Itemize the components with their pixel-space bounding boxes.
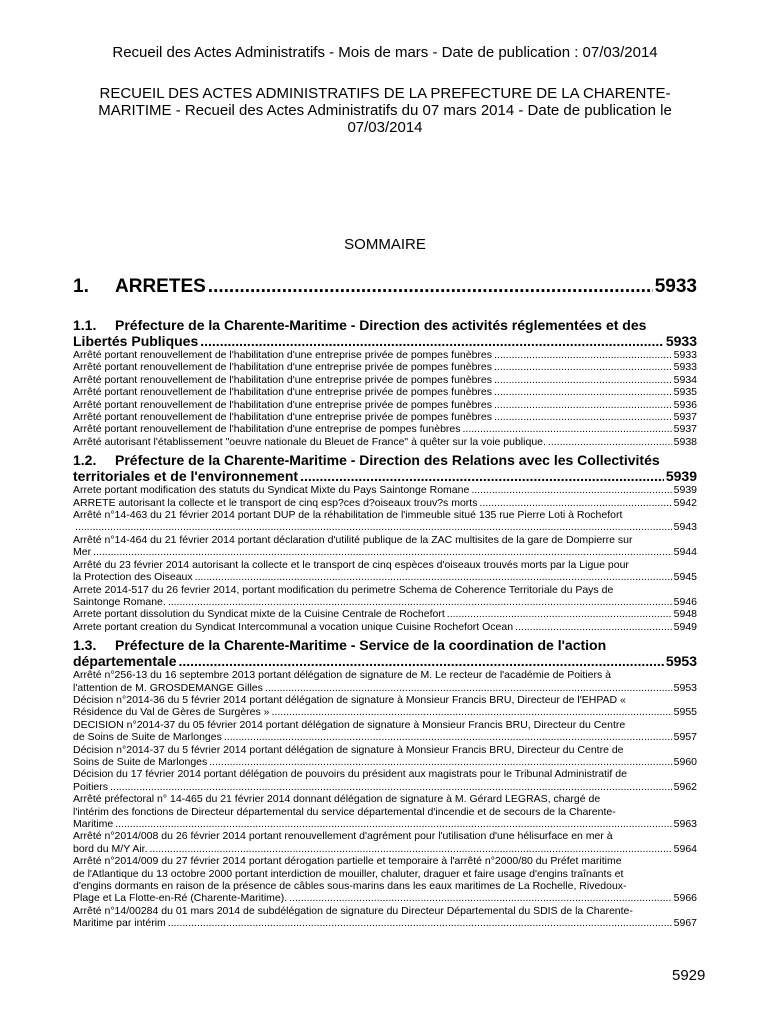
dot-leader bbox=[479, 497, 671, 509]
toc-entry[interactable] bbox=[73, 744, 697, 769]
entry-text-end: Mer bbox=[73, 546, 92, 559]
entry-line bbox=[73, 497, 697, 509]
entry-text: Arrete portant creation du Syndicat Intercommunal a vocation unique Cuisine Rochefort Ocean bbox=[73, 620, 514, 633]
entry-last-line bbox=[73, 546, 697, 558]
document-title: RECUEIL DES ACTES ADMINISTRATIFS DE LA PREFECTURE DE LA CHARENTE-MARITIME - Recueil des Actes Administratifs du 07 mars 2014 - Date de publication le 07/03/2014 bbox=[98, 85, 672, 136]
entry-last-line bbox=[73, 571, 697, 583]
entry-text-end: la Protection des Oiseaux bbox=[73, 571, 193, 584]
section-title: Préfecture de la Charente-Maritime - Direction des activités réglementées et des bbox=[115, 317, 647, 333]
toc-entry[interactable] bbox=[73, 719, 697, 744]
entry-text: Arrêté portant renouvellement de l'habilitation d'une entreprise privée de pompes funèbres bbox=[73, 398, 493, 411]
dot-leader bbox=[494, 374, 672, 386]
toc-entry[interactable] bbox=[73, 361, 697, 373]
toc-entry[interactable] bbox=[73, 374, 697, 386]
entry-page: 5964 bbox=[673, 842, 697, 855]
toc-entry[interactable] bbox=[73, 559, 697, 584]
entry-last-line bbox=[73, 781, 697, 793]
page-number: 5929 bbox=[672, 967, 706, 984]
section-title-cont: Libertés Publiques bbox=[73, 333, 199, 349]
dot-leader bbox=[110, 781, 672, 793]
chapter-number: 1. bbox=[73, 276, 89, 297]
entry-page: 5938 bbox=[673, 435, 697, 448]
toc-entry[interactable] bbox=[73, 497, 697, 509]
section-page: 5933 bbox=[665, 333, 697, 349]
dot-leader bbox=[494, 349, 672, 361]
dot-leader bbox=[209, 756, 671, 768]
entry-page: 5955 bbox=[673, 706, 697, 719]
entry-text: Arrete 2014-517 du 26 fevrier 2014, portant modification du perimetre Schema de Coherence Territoriale du Pays de bbox=[73, 583, 614, 596]
toc-entry[interactable] bbox=[73, 584, 697, 609]
toc-entry[interactable] bbox=[73, 793, 697, 830]
entry-line bbox=[73, 374, 697, 386]
entry-last-line bbox=[73, 818, 697, 830]
entry-last-line bbox=[73, 756, 697, 768]
chapter-label: ARRETES bbox=[115, 276, 206, 297]
entry-text: Décision n°2014-36 du 5 février 2014 portant délégation de signature à Monsieur Francis BRU, Directeur de l'EHPAD « bbox=[73, 693, 626, 706]
entry-page: 5953 bbox=[673, 681, 697, 694]
entry-page: 5943 bbox=[673, 521, 697, 534]
running-header: Recueil des Actes Administratifs - Mois de mars - Date de publication : 07/03/2014 bbox=[112, 44, 658, 61]
entry-text-end: Saintonge Romane. bbox=[73, 595, 166, 608]
dot-leader bbox=[224, 731, 672, 743]
entry-text-end: bord du M/Y Air. bbox=[73, 842, 148, 855]
section-title-cont: territoriales et de l'environnement bbox=[73, 468, 299, 485]
section-number: 1.2. bbox=[73, 452, 97, 469]
entry-last-line bbox=[73, 596, 697, 608]
entry-line bbox=[73, 411, 697, 423]
entry-text: Arrêté portant renouvellement de l'habilitation d'une entreprise privée de pompes funèbres bbox=[73, 386, 493, 399]
section-title-line1 bbox=[73, 637, 697, 653]
entry-text-end: Résidence du Val de Gères de Surgères » bbox=[73, 706, 270, 719]
dot-leader bbox=[300, 468, 664, 484]
toc-entry[interactable] bbox=[73, 669, 697, 694]
toc-entry[interactable] bbox=[73, 534, 697, 559]
entry-text-cont: de l'Atlantique du 13 octobre 2000 portant interdiction de mouiller, chaluter, draguer et faire usage d'engins traînants et bbox=[73, 867, 624, 880]
dot-leader bbox=[195, 571, 672, 583]
entry-last-line bbox=[73, 917, 697, 929]
entry-page: 5948 bbox=[673, 608, 697, 621]
entry-text: Arrêté n°2014/009 du 27 février 2014 portant dérogation partielle et temporaire à l'arrêté n°2000/80 du Préfet maritime bbox=[73, 855, 622, 868]
toc-entry[interactable] bbox=[73, 830, 697, 855]
dot-leader bbox=[208, 276, 653, 298]
entry-text: Arrêté préfectoral n° 14-465 du 21 février 2014 donnant délégation de signature à M. Gérard LEGRAS, chargé de bbox=[73, 793, 601, 806]
entry-text: Arrêté portant renouvellement de l'habilitation d'une entreprise privée de pompes funèbres bbox=[73, 373, 493, 386]
entry-page: 5944 bbox=[673, 546, 697, 559]
entry-text-end: Plage et La Flotte-en-Ré (Charente-Maritime). bbox=[73, 892, 288, 905]
dot-leader bbox=[115, 818, 671, 830]
dot-leader bbox=[515, 621, 672, 633]
entry-text: Arrêté n°14/00284 du 01 mars 2014 de subdélégation de signature du Directeur Départemental du SDIS de la Charente- bbox=[73, 904, 633, 917]
entry-text: Arrêté n°14-463 du 21 février 2014 portant DUP de la réhabilitation de l'immeuble situé 135 rue Pierre Loti à Rochefort bbox=[73, 509, 623, 522]
entry-text-end: Maritime par intérim bbox=[73, 917, 166, 930]
entry-line bbox=[73, 608, 697, 620]
toc-entry[interactable] bbox=[73, 855, 697, 905]
toc-chapter-arretes[interactable] bbox=[73, 276, 697, 298]
dot-leader bbox=[93, 546, 672, 558]
entry-last-line bbox=[73, 706, 697, 718]
entry-page: 5967 bbox=[673, 917, 697, 930]
toc-entry[interactable] bbox=[73, 608, 697, 620]
toc-section[interactable] bbox=[73, 317, 697, 349]
section-page: 5953 bbox=[665, 653, 697, 670]
dot-leader bbox=[447, 608, 672, 620]
section-title-line2 bbox=[73, 468, 697, 484]
toc-entry[interactable] bbox=[73, 694, 697, 719]
toc-entry[interactable] bbox=[73, 484, 697, 496]
dot-leader bbox=[471, 484, 671, 496]
section-title-line2 bbox=[73, 653, 697, 669]
entry-page: 5957 bbox=[673, 731, 697, 744]
section-title-cont: départementale bbox=[73, 653, 177, 670]
entry-last-line bbox=[73, 843, 697, 855]
entry-text: Arrêté n°14-464 du 21 février 2014 portant déclaration d'utilité publique de la ZAC multisites de la gare de Dompierre sur bbox=[73, 533, 633, 546]
section-title-line1 bbox=[73, 317, 697, 333]
section-title: Préfecture de la Charente-Maritime - Direction des Relations avec les Collectivités bbox=[115, 452, 660, 469]
dot-leader bbox=[494, 399, 672, 411]
dot-leader bbox=[494, 361, 672, 373]
entry-text: Arrêté autorisant l'établissement "oeuvre nationale du Bleuet de France" à quêter sur la voie publique. bbox=[73, 435, 546, 448]
dot-leader bbox=[150, 843, 672, 855]
toc-entry[interactable] bbox=[73, 386, 697, 398]
entry-line bbox=[73, 361, 697, 373]
entry-last-line bbox=[73, 731, 697, 743]
entry-line bbox=[73, 436, 697, 448]
dot-leader bbox=[178, 653, 663, 669]
entry-page: 5966 bbox=[673, 892, 697, 905]
section-number: 1.1. bbox=[73, 317, 97, 333]
entry-text: Arrete portant dissolution du Syndicat mixte de la Cuisine Centrale de Rochefort bbox=[73, 608, 445, 621]
entry-text: Décision du 17 février 2014 portant délégation de pouvoirs du président aux magistrats pour le Tribunal Administratif de bbox=[73, 768, 627, 781]
toc-section[interactable] bbox=[73, 637, 697, 669]
entry-page: 5949 bbox=[673, 620, 697, 633]
section-title: Préfecture de la Charente-Maritime - Service de la coordination de l'action bbox=[115, 637, 607, 654]
toc-entry[interactable] bbox=[73, 621, 697, 633]
entry-page: 5934 bbox=[673, 373, 697, 386]
toc-entry[interactable] bbox=[73, 905, 697, 930]
entry-text: Arrêté portant renouvellement de l'habilitation d'une entreprise privée de pompes funèbres bbox=[73, 361, 493, 374]
entry-page: 5935 bbox=[673, 386, 697, 399]
entry-text-cont: l'intérim des fonctions de Directeur départemental du service départemental d'incendie et de secours de la Charente- bbox=[73, 805, 616, 818]
entry-page: 5945 bbox=[673, 571, 697, 584]
entry-page: 5946 bbox=[673, 595, 697, 608]
entry-last-line bbox=[73, 892, 697, 904]
entry-text-end: Soins de Suite de Marlonges bbox=[73, 755, 208, 768]
entry-line bbox=[73, 621, 697, 633]
dot-leader bbox=[494, 386, 672, 398]
entry-line bbox=[73, 423, 697, 435]
entry-page: 5933 bbox=[673, 349, 697, 361]
entry-text: Arrete portant modification des statuts du Syndicat Mixte du Pays Saintonge Romane bbox=[73, 484, 470, 497]
chapter-page: 5933 bbox=[654, 276, 697, 297]
toc-section[interactable] bbox=[73, 452, 697, 484]
entry-line bbox=[73, 399, 697, 411]
entry-page: 5937 bbox=[673, 411, 697, 424]
entry-text: Arrêté portant renouvellement de l'habilitation d'une entreprise de pompes funèbres bbox=[73, 423, 461, 436]
entry-text: Arrêté n°256-13 du 16 septembre 2013 portant délégation de signature de M. Le recteur de l'académie de Poitiers à bbox=[73, 669, 611, 682]
entry-line bbox=[73, 484, 697, 496]
toc-entry[interactable] bbox=[73, 436, 697, 448]
entry-last-line bbox=[73, 682, 697, 694]
toc-entry[interactable] bbox=[73, 509, 697, 534]
entry-text: Arrêté portant renouvellement de l'habilitation d'une entreprise privée de pompes funèbres bbox=[73, 349, 493, 361]
entry-last-line bbox=[73, 521, 697, 533]
dot-leader bbox=[548, 436, 672, 448]
entry-page: 5963 bbox=[673, 818, 697, 830]
dot-leader bbox=[75, 521, 672, 533]
entry-text: Arrêté portant renouvellement de l'habilitation d'une entreprise privée de pompes funèbres bbox=[73, 411, 493, 424]
dot-leader bbox=[265, 682, 672, 694]
sommaire-heading: SOMMAIRE bbox=[344, 236, 426, 253]
entry-page: 5937 bbox=[673, 423, 697, 436]
entry-text-end: Poitiers bbox=[73, 780, 109, 793]
entry-page: 5933 bbox=[673, 361, 697, 374]
dot-leader bbox=[494, 411, 672, 423]
dot-leader bbox=[168, 917, 672, 929]
dot-leader bbox=[289, 892, 671, 904]
entry-line bbox=[73, 349, 697, 361]
entry-page: 5962 bbox=[673, 780, 697, 793]
section-number: 1.3. bbox=[73, 637, 97, 654]
entry-text: Arrêté n°2014/008 du 26 février 2014 portant renouvellement d'agrément pour l'utilisation d'une hélisurface en mer à bbox=[73, 830, 613, 843]
dot-leader bbox=[200, 333, 664, 349]
toc-entry[interactable] bbox=[73, 411, 697, 423]
toc-entry[interactable] bbox=[73, 349, 697, 361]
entry-page: 5939 bbox=[673, 484, 697, 497]
toc-entry[interactable] bbox=[73, 399, 697, 411]
entry-text: Décision n°2014-37 du 5 février 2014 portant délégation de signature à Monsieur Francis BRU, Directeur du Centre de bbox=[73, 743, 624, 756]
entry-text: DECISION n°2014-37 du 05 février 2014 portant délégation de signature à Monsieur Francis BRU, Directeur du Centre bbox=[73, 718, 626, 731]
toc-entry[interactable] bbox=[73, 423, 697, 435]
entry-text-end: l'attention de M. GROSDEMANGE Gilles bbox=[73, 681, 263, 694]
section-title-line1 bbox=[73, 452, 697, 468]
section-page: 5939 bbox=[665, 468, 697, 485]
entry-page: 5960 bbox=[673, 755, 697, 768]
entry-page: 5936 bbox=[673, 398, 697, 411]
toc-body bbox=[73, 317, 697, 930]
section-title-line2 bbox=[73, 333, 697, 349]
entry-text: Arrêté du 23 février 2014 autorisant la collecte et le transport de cinq espèces d'oiseaux trouvés morts par la Ligue pour bbox=[73, 558, 629, 571]
toc-entry[interactable] bbox=[73, 768, 697, 793]
dot-leader bbox=[272, 706, 672, 718]
entry-text-cont: d'engins dormants en raison de la présence de câbles sous-marins dans les eaux maritimes de La Rochelle, Rivedoux- bbox=[73, 880, 627, 893]
dot-leader bbox=[168, 596, 672, 608]
entry-text: ARRETE autorisant la collecte et le transport de cinq esp?ces d?oiseaux trouv?s morts bbox=[73, 496, 478, 509]
dot-leader bbox=[463, 423, 672, 435]
entry-text-end: de Soins de Suite de Marlonges bbox=[73, 731, 222, 744]
entry-line bbox=[73, 386, 697, 398]
entry-page: 5942 bbox=[673, 496, 697, 509]
entry-text-end: Maritime bbox=[73, 818, 114, 830]
